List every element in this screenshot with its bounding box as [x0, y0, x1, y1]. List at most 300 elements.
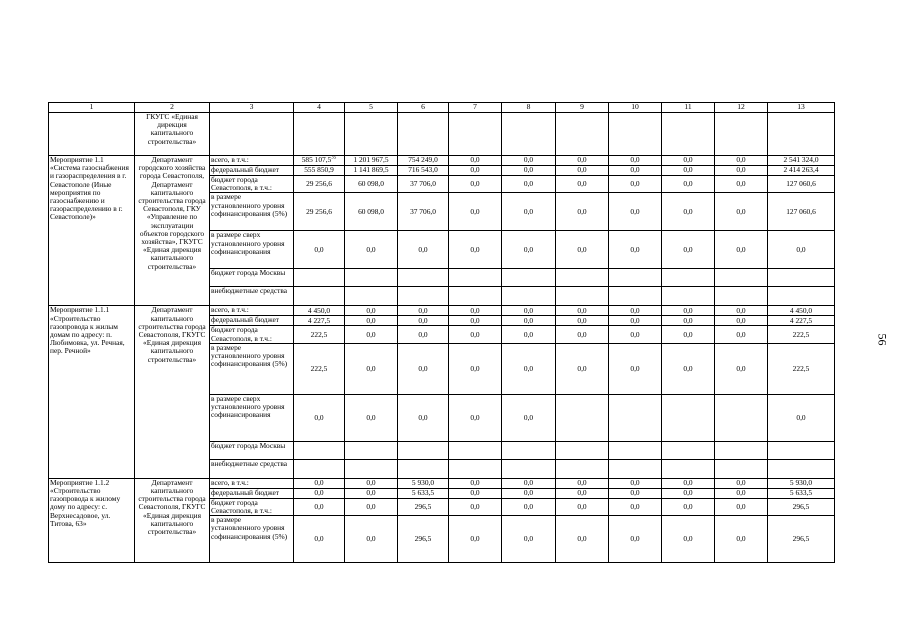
value-text: 0,0 [683, 165, 693, 175]
value-cell [556, 156, 609, 166]
value-cell [398, 459, 449, 478]
source-label-cell: в размере сверх установленного уровня софинансирования [210, 394, 294, 441]
value-text: 0,0 [736, 179, 746, 189]
value-text: 0,0 [418, 412, 428, 422]
value-text: 0,0 [470, 305, 480, 315]
value-cell [449, 459, 502, 478]
value-cell [556, 488, 609, 498]
value-text: 0,0 [523, 305, 534, 315]
value-cell [502, 459, 556, 478]
value-cell [502, 269, 556, 287]
value-text: 0,0 [630, 179, 640, 189]
value-text: 0,0 [577, 329, 587, 339]
empty-cell [715, 113, 768, 156]
value-cell [609, 176, 662, 193]
table-row [49, 156, 835, 166]
executor-cell: Департамент капитального строительства города Севастополя, ГКУГС «Единая дирекция капитального строительства» [135, 306, 210, 478]
value-text: 0,0 [523, 363, 534, 373]
header-cell: 10 [609, 103, 662, 113]
value-text: 0,0 [736, 206, 746, 216]
value-cell [556, 287, 609, 306]
value-cell [294, 166, 345, 176]
value-cell [449, 516, 502, 563]
value-text: 0,0 [470, 534, 480, 544]
value-text: 0,0 [523, 165, 534, 175]
value-cell [345, 231, 398, 269]
value-cell [398, 441, 449, 459]
value-cell [502, 488, 556, 498]
source-label-cell: внебюджетные средства [210, 287, 294, 306]
executor-cell: ГКУГС «Единая дирекция капитального строительства» [135, 113, 210, 156]
value-text: 0,0 [630, 534, 640, 544]
value-text: 0,0 [470, 206, 480, 216]
value-text: 0,0 [630, 155, 640, 165]
value-cell [715, 441, 768, 459]
value-cell [345, 498, 398, 515]
value-cell [449, 166, 502, 176]
value-cell [768, 516, 835, 563]
value-text: 0,0 [366, 363, 376, 373]
value-cell [609, 343, 662, 394]
value-cell [345, 166, 398, 176]
source-label-cell: внебюджетные средства [210, 459, 294, 478]
value-cell [609, 326, 662, 343]
value-cell [715, 478, 768, 488]
value-cell [768, 498, 835, 515]
value-text: 0,0 [683, 155, 693, 165]
value-cell [609, 287, 662, 306]
value-cell [294, 478, 345, 488]
value-cell [345, 193, 398, 231]
value-text: 585 107,5 [301, 155, 332, 165]
source-label-cell: бюджет города Севастополя, в т.ч.: [210, 176, 294, 193]
header-cell: 3 [210, 103, 294, 113]
value-cell [609, 498, 662, 515]
value-cell [398, 193, 449, 231]
value-text: 2 414 263,4 [783, 165, 819, 175]
value-cell [768, 306, 835, 316]
empty-cell [49, 113, 135, 156]
value-text: 0,0 [577, 534, 587, 544]
value-text: 0,0 [366, 501, 376, 511]
value-cell [398, 269, 449, 287]
value-cell [502, 326, 556, 343]
value-cell [502, 441, 556, 459]
value-cell [715, 316, 768, 326]
executor-cell: Департамент капитального строительства города Севастополя, ГКУГС «Единая дирекция капитального строительства» [135, 478, 210, 562]
value-text: 0,0 [418, 329, 428, 339]
value-cell [345, 516, 398, 563]
value-cell [502, 287, 556, 306]
value-cell [662, 326, 715, 343]
value-text: 0,0 [470, 244, 480, 254]
value-cell [556, 269, 609, 287]
value-text: 0,0 [418, 315, 428, 325]
value-text: 4 450,0 [307, 305, 331, 315]
value-text: 0,0 [366, 315, 376, 325]
value-text: 0,0 [523, 206, 534, 216]
value-text: 0,0 [736, 155, 746, 165]
value-cell [294, 343, 345, 394]
value-cell [556, 478, 609, 488]
value-text: 5 633,5 [411, 488, 435, 498]
value-cell [398, 516, 449, 563]
value-cell [449, 478, 502, 488]
value-cell [345, 287, 398, 306]
header-row [49, 103, 835, 113]
value-cell [609, 488, 662, 498]
value-text: 0,0 [470, 155, 480, 165]
value-cell [768, 231, 835, 269]
header-cell: 6 [398, 103, 449, 113]
value-cell [715, 287, 768, 306]
page-number: 56 [875, 333, 890, 346]
value-cell [398, 176, 449, 193]
measure-name-cell: Мероприятие 1.1.2 «Строительство газопровода к жилому дому по адресу: с. Верхнесадовое, ул. Титова, 63» [49, 478, 135, 562]
value-cell [715, 166, 768, 176]
value-cell [345, 459, 398, 478]
value-cell [502, 478, 556, 488]
value-text: 0,0 [736, 488, 746, 498]
value-cell [715, 193, 768, 231]
value-text: 0,0 [736, 534, 746, 544]
value-text: 0,0 [577, 155, 587, 165]
value-text: 0,0 [577, 488, 587, 498]
value-text: 0,0 [630, 488, 640, 498]
value-cell [449, 176, 502, 193]
header-cell: 9 [556, 103, 609, 113]
value-text: 555 850,9 [304, 165, 334, 175]
value-text: 0,0 [683, 363, 693, 373]
value-text: 0,0 [470, 412, 480, 422]
footnote-mark: 35 [331, 155, 337, 161]
value-cell [662, 316, 715, 326]
value-cell [294, 516, 345, 563]
value-cell [345, 269, 398, 287]
value-text: 0,0 [470, 478, 480, 488]
value-cell [662, 231, 715, 269]
value-cell [398, 498, 449, 515]
value-cell [398, 343, 449, 394]
value-text: 0,0 [577, 179, 587, 189]
value-cell [398, 166, 449, 176]
value-text: 0,0 [470, 179, 480, 189]
value-text: 0,0 [736, 315, 746, 325]
value-text: 0,0 [630, 305, 640, 315]
value-text: 0,0 [683, 305, 693, 315]
value-cell [715, 269, 768, 287]
value-cell [294, 306, 345, 316]
value-cell [502, 394, 556, 441]
empty-cell [768, 113, 835, 156]
source-label-cell: в размере сверх установленного уровня софинансирования [210, 231, 294, 269]
value-cell [449, 343, 502, 394]
empty-cell [662, 113, 715, 156]
value-cell [449, 231, 502, 269]
value-cell [662, 193, 715, 231]
value-text: 0,0 [523, 329, 534, 339]
value-text: 296,5 [792, 501, 810, 511]
value-text: 0,0 [470, 315, 480, 325]
table-row [49, 306, 835, 316]
value-cell [449, 306, 502, 316]
value-text: 0,0 [630, 206, 640, 216]
value-cell [556, 326, 609, 343]
value-cell [662, 343, 715, 394]
measure-name-cell: Мероприятие 1.1.1 «Строительство газопровода к жилым домам по адресу: п. Любимовка, ул. Речная, пер. Речной» [49, 306, 135, 478]
table-row [49, 478, 835, 488]
value-cell [609, 166, 662, 176]
value-cell [502, 516, 556, 563]
value-cell [345, 488, 398, 498]
value-cell [345, 156, 398, 166]
value-text: 0,0 [736, 244, 746, 254]
value-cell [556, 394, 609, 441]
value-cell [294, 488, 345, 498]
value-text: 0,0 [796, 244, 806, 254]
header-cell: 12 [715, 103, 768, 113]
value-text: 0,0 [523, 501, 534, 511]
value-cell [768, 343, 835, 394]
value-text: 0,0 [418, 305, 428, 315]
value-cell [768, 394, 835, 441]
value-text: 296,5 [792, 534, 810, 544]
value-text: 0,0 [314, 478, 324, 488]
value-text: 37 706,0 [410, 206, 436, 216]
value-text: 60 098,0 [358, 206, 384, 216]
value-cell [294, 156, 345, 166]
value-cell [345, 176, 398, 193]
value-text: 0,0 [683, 206, 693, 216]
value-text: 0,0 [577, 244, 587, 254]
value-cell [502, 343, 556, 394]
value-cell [345, 394, 398, 441]
value-cell [768, 156, 835, 166]
value-cell [398, 326, 449, 343]
value-cell [556, 231, 609, 269]
value-text: 0,0 [630, 363, 640, 373]
value-cell [345, 478, 398, 488]
value-cell [715, 343, 768, 394]
value-cell [715, 488, 768, 498]
value-cell [662, 478, 715, 488]
value-cell [715, 156, 768, 166]
value-cell [768, 478, 835, 488]
source-label-cell: в размере установленного уровня софинансирования (5%) [210, 516, 294, 563]
value-text: 0,0 [314, 488, 324, 498]
value-cell [556, 498, 609, 515]
value-text: 0,0 [523, 412, 534, 422]
value-text: 0,0 [366, 478, 376, 488]
value-text: 0,0 [470, 329, 480, 339]
value-text: 0,0 [314, 244, 324, 254]
value-text: 0,0 [796, 412, 806, 422]
value-cell [398, 394, 449, 441]
value-text: 0,0 [736, 363, 746, 373]
value-cell [662, 156, 715, 166]
value-cell [449, 441, 502, 459]
source-label-cell: всего, в т.ч.: [210, 306, 294, 316]
value-cell [294, 459, 345, 478]
value-cell [449, 193, 502, 231]
value-cell [502, 306, 556, 316]
value-cell [768, 316, 835, 326]
value-text: 222,5 [310, 363, 328, 373]
value-cell [398, 156, 449, 166]
source-label-cell: бюджет города Севастополя, в т.ч.: [210, 498, 294, 515]
value-text: 0,0 [366, 488, 376, 498]
value-text: 0,0 [523, 478, 534, 488]
value-cell [294, 287, 345, 306]
header-cell: 4 [294, 103, 345, 113]
value-cell [662, 459, 715, 478]
value-text: 4 450,0 [789, 305, 813, 315]
value-cell [768, 459, 835, 478]
value-cell [345, 316, 398, 326]
header-cell: 7 [449, 103, 502, 113]
value-text: 0,0 [630, 315, 640, 325]
value-cell [609, 269, 662, 287]
budget-table [48, 102, 835, 563]
value-cell [768, 441, 835, 459]
value-cell [294, 193, 345, 231]
empty-cell [294, 113, 345, 156]
value-text: 0,0 [630, 501, 640, 511]
value-text: 222,5 [792, 363, 810, 373]
value-cell [609, 156, 662, 166]
value-text: 0,0 [577, 478, 587, 488]
header-cell: 8 [502, 103, 556, 113]
value-cell [294, 441, 345, 459]
source-label-cell: в размере установленного уровня софинансирования (5%) [210, 343, 294, 394]
value-text: 127 060,6 [786, 206, 816, 216]
value-cell [398, 306, 449, 316]
value-cell [662, 441, 715, 459]
value-cell [556, 316, 609, 326]
value-cell [768, 166, 835, 176]
value-text: 0,0 [630, 165, 640, 175]
value-cell [449, 498, 502, 515]
value-text: 0,0 [577, 315, 587, 325]
value-text: 0,0 [470, 488, 480, 498]
value-cell [398, 488, 449, 498]
value-text: 0,0 [418, 363, 428, 373]
value-cell [449, 326, 502, 343]
header-cell: 11 [662, 103, 715, 113]
value-cell [556, 306, 609, 316]
header-cell: 13 [768, 103, 835, 113]
value-cell [294, 498, 345, 515]
value-text: 0,0 [366, 412, 376, 422]
value-cell [502, 176, 556, 193]
value-cell [662, 166, 715, 176]
value-text: 4 227,5 [307, 315, 331, 325]
value-text: 296,5 [414, 534, 432, 544]
value-text: 0,0 [683, 501, 693, 511]
source-label-cell: всего, в т.ч.: [210, 156, 294, 166]
value-cell [609, 478, 662, 488]
value-cell [345, 326, 398, 343]
source-label-cell: бюджет города Москвы [210, 441, 294, 459]
value-text: 0,0 [736, 501, 746, 511]
source-label-cell: федеральный бюджет [210, 316, 294, 326]
value-cell [449, 488, 502, 498]
value-cell [609, 394, 662, 441]
value-cell [662, 516, 715, 563]
value-text: 5 930,0 [411, 478, 435, 488]
value-cell [294, 231, 345, 269]
value-text: 0,0 [736, 305, 746, 315]
source-label-cell: в размере установленного уровня софинансирования (5%) [210, 193, 294, 231]
value-text: 0,0 [314, 412, 324, 422]
value-text: 0,0 [683, 179, 693, 189]
value-text: 0,0 [577, 305, 587, 315]
empty-cell [609, 113, 662, 156]
value-text: 0,0 [736, 329, 746, 339]
value-text: 0,0 [314, 534, 324, 544]
value-cell [294, 326, 345, 343]
value-cell [662, 488, 715, 498]
value-text: 0,0 [418, 244, 428, 254]
value-cell [449, 394, 502, 441]
empty-cell [556, 113, 609, 156]
value-cell [502, 231, 556, 269]
empty-cell [398, 113, 449, 156]
value-text: 1 201 967,5 [353, 155, 389, 165]
value-cell [502, 193, 556, 231]
value-cell [449, 316, 502, 326]
value-cell [609, 516, 662, 563]
value-cell [556, 176, 609, 193]
value-text: 0,0 [523, 244, 534, 254]
value-cell [609, 316, 662, 326]
value-text: 5 633,5 [789, 488, 813, 498]
value-text: 716 543,0 [408, 165, 438, 175]
header-cell: 2 [135, 103, 210, 113]
value-text: 0,0 [630, 478, 640, 488]
value-cell [715, 498, 768, 515]
value-text: 5 930,0 [789, 478, 813, 488]
value-cell [715, 326, 768, 343]
source-label-cell: федеральный бюджет [210, 166, 294, 176]
value-cell [662, 394, 715, 441]
value-cell [768, 326, 835, 343]
value-text: 0,0 [470, 501, 480, 511]
value-cell [715, 176, 768, 193]
executor-cell: Департамент городского хозяйства города Севастополя, Департамент капитального строительства города Севастополя, ГКУ «Управление по эксплуатации объектов городского хозяйства», ГКУГС «Единая дирекция капитального строительства» [135, 156, 210, 306]
value-cell [662, 287, 715, 306]
value-cell [609, 306, 662, 316]
value-cell [345, 343, 398, 394]
value-cell [609, 231, 662, 269]
value-cell [345, 306, 398, 316]
value-text: 37 706,0 [410, 179, 436, 189]
value-text: 0,0 [523, 315, 534, 325]
value-text: 222,5 [310, 329, 328, 339]
value-cell [715, 394, 768, 441]
empty-cell [345, 113, 398, 156]
value-text: 0,0 [577, 363, 587, 373]
value-text: 0,0 [470, 165, 480, 175]
value-cell [556, 459, 609, 478]
value-cell [449, 287, 502, 306]
value-text: 1 141 869,5 [353, 165, 389, 175]
value-cell [398, 316, 449, 326]
value-text: 0,0 [314, 501, 324, 511]
value-text: 4 227,5 [789, 315, 813, 325]
value-text: 0,0 [470, 363, 480, 373]
value-cell [768, 176, 835, 193]
